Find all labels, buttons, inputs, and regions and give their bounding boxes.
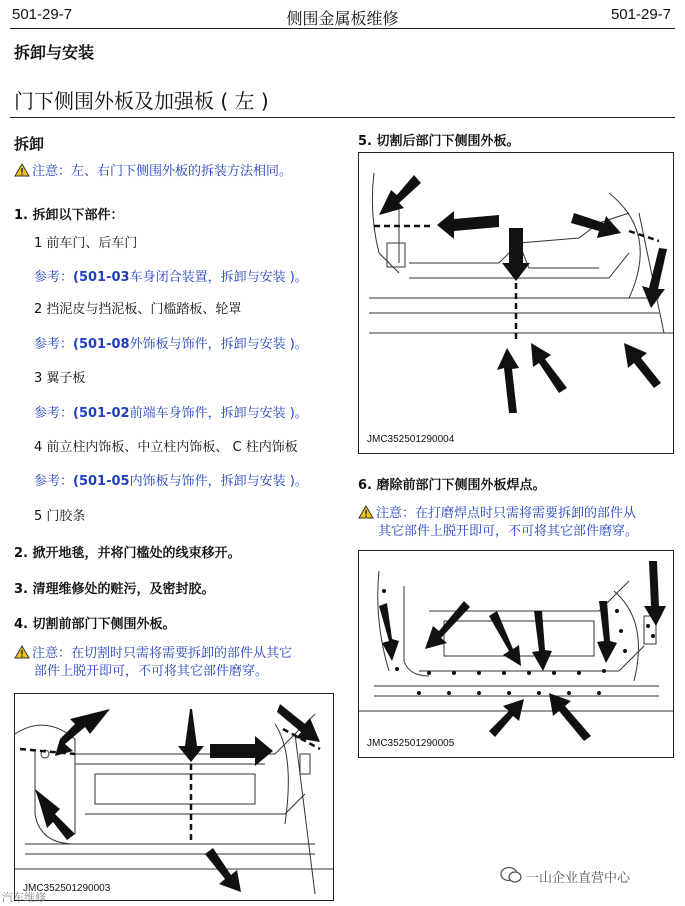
list-item: 5 门胶条 [34, 509, 86, 524]
step-3: 3. 清理维修处的赃污，及密封胶。 [14, 582, 215, 597]
figure-5 [358, 550, 674, 758]
general-note [14, 163, 292, 181]
general-note-text: 注意：左、右门下侧围外板的拆装方法相同。 [32, 164, 293, 179]
header-code-left: 501-29-7 [12, 6, 73, 23]
step-5: 5. 切割后部门下侧围外板。 [358, 134, 520, 149]
step-6: 6. 磨除前部门下侧围外板焊点。 [358, 478, 546, 493]
step-6-note [358, 505, 638, 541]
wechat-icon [500, 866, 522, 888]
figure-3-drawing [15, 694, 333, 900]
header-title: 侧围金属板维修 [286, 11, 399, 28]
ref-prefix: 参考： [34, 337, 74, 352]
page-title: 门下侧围外板及加强板 ( 左 ) [14, 89, 269, 113]
step-4-note-line-2: 部件上脱开即可，不可将其它部件磨穿。 [34, 664, 269, 679]
watermark-right: 一山企业直营中心 [526, 871, 631, 886]
header-code-right: 501-29-7 [610, 6, 671, 23]
figure-4 [358, 152, 674, 454]
list-item: 3 翼子板 [34, 371, 86, 386]
ref-text: 外饰板与饰件，拆卸与安装 )。 [129, 337, 308, 352]
ref-code: (501-08 [73, 337, 130, 352]
section-title: 拆卸与安装 [14, 43, 95, 62]
figure-3 [14, 693, 334, 901]
step-6-note-line-2: 其它部件上脱开即可，不可将其它部件磨穿。 [378, 524, 639, 539]
step-6-note-line-1: 注意：在打磨焊点时只需将需要拆卸的部件从 [376, 506, 637, 521]
weld-points [382, 589, 655, 695]
step-4-note [14, 645, 292, 681]
ref-prefix: 参考： [34, 474, 74, 489]
ref-code: (501-03 [73, 270, 130, 285]
ref-prefix: 参考： [34, 406, 74, 421]
step-2: 2. 掀开地毯，并将门槛处的线束移开。 [14, 546, 241, 561]
ref-prefix: 参考： [34, 270, 74, 285]
figure-5-caption: JMC352501290005 [367, 738, 455, 749]
ref-text: 内饰板与饰件，拆卸与安装 )。 [129, 474, 308, 489]
watermark-left: 汽车维修 [2, 891, 46, 904]
ref-text: 前端车身饰件，拆卸与安装 )。 [129, 406, 308, 421]
figure-3-caption: JMC352501290003 [23, 883, 111, 894]
ref-code: (501-05 [73, 474, 130, 489]
reference-link[interactable] [34, 402, 308, 421]
step-1: 1. 拆卸以下部件： [14, 208, 124, 223]
ref-text: 车身闭合装置，拆卸与安装 )。 [129, 270, 308, 285]
removal-heading: 拆卸 [14, 135, 45, 153]
list-item: 1 前车门、后车门 [34, 236, 138, 251]
figure-5-drawing [359, 551, 673, 757]
list-item: 4 前立柱内饰板、中立柱内饰板、 C 柱内饰板 [34, 440, 298, 455]
step-4: 4. 切割前部门下侧围外板。 [14, 617, 176, 632]
reference-link[interactable] [34, 333, 308, 352]
reference-link[interactable] [34, 266, 308, 285]
title-divider [10, 117, 675, 118]
list-item: 2 挡泥皮与挡泥板、门槛踏板、轮罩 [34, 302, 242, 317]
reference-link[interactable] [34, 470, 308, 489]
warning-icon [14, 163, 30, 177]
warning-icon [358, 505, 374, 519]
figure-4-caption: JMC352501290004 [367, 434, 455, 445]
header-divider [10, 28, 675, 29]
ref-code: (501-02 [73, 406, 130, 421]
step-4-note-line-1: 注意：在切割时只需将需要拆卸的部件从其它 [32, 646, 293, 661]
warning-icon [14, 645, 30, 659]
figure-4-drawing [359, 153, 673, 453]
